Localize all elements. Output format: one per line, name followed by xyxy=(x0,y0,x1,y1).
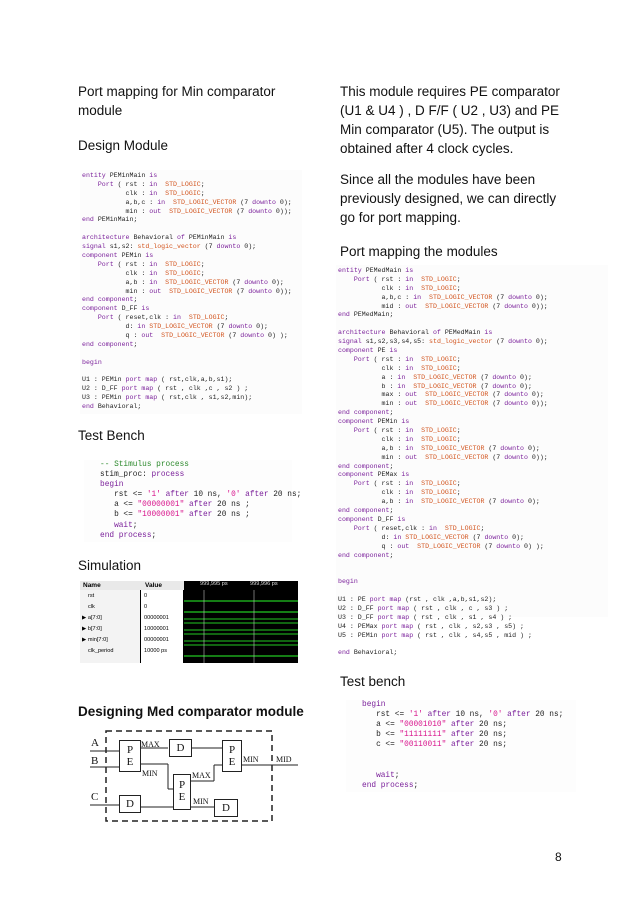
code-line: -- Stimulus process xyxy=(86,461,189,469)
intro-line: obtained after 4 clock cycles. xyxy=(340,141,514,156)
diagram-label-min-2: MIN xyxy=(193,797,209,806)
intro-line: This module requires PE comparator xyxy=(340,84,560,99)
heading-port-mapping-min-line2: module xyxy=(78,103,123,118)
code-line: clk : in STD_LOGIC; xyxy=(338,284,461,292)
code-line: component PEMin is xyxy=(338,418,410,426)
code-line xyxy=(338,560,608,569)
code-line: end PEMinMain; xyxy=(82,216,138,224)
sim-signal-name[interactable]: clk_period xyxy=(88,648,114,654)
intro-line: (U1 & U4 ) , D F/F ( U2 , U3) and PE xyxy=(340,103,560,118)
code-line: Port ( rst : in STD_LOGIC; xyxy=(97,260,205,268)
code-line: U1 : PEMin port map ( rst,clk,a,b,s1); xyxy=(82,376,233,384)
sim-col-name: Name xyxy=(83,582,101,589)
code-line: end Behavioral; xyxy=(82,403,142,411)
since-line: previously designed, we can directly xyxy=(340,191,557,206)
code-line: wait; xyxy=(114,521,138,530)
code-line: U2 : D_FF port map ( rst , clk ,c , s2 ) ; xyxy=(82,385,249,393)
code-line xyxy=(338,320,608,329)
code-line: architecture Behavioral of PEMinMain is xyxy=(82,234,237,242)
code-line: architecture Behavioral of PEMedMain is xyxy=(338,329,493,337)
code-line: clk : in STD_LOGIC; xyxy=(338,435,461,443)
code-line: begin xyxy=(362,701,386,709)
sim-value-column xyxy=(141,590,183,663)
code-min-main xyxy=(80,170,302,414)
heading-port-mapping-modules: Port mapping the modules xyxy=(340,244,498,259)
code-line xyxy=(82,368,302,377)
code-line: q : out STD_LOGIC_VECTOR (7 downto 0) ); xyxy=(82,332,288,340)
diagram-label-max-2: MAX xyxy=(192,771,211,780)
code-line: Port ( rst : in STD_LOGIC; xyxy=(97,180,205,188)
sim-signal-name[interactable]: ▶ a[7:0] xyxy=(82,615,102,621)
code-line: Port ( rst : in STD_LOGIC; xyxy=(353,427,461,435)
sim-signal-value: 0 xyxy=(144,593,148,599)
code-line xyxy=(338,587,608,596)
code-line: begin xyxy=(338,578,358,586)
code-line: Port ( rst : in STD_LOGIC; xyxy=(353,355,461,363)
since-line: Since all the modules have been xyxy=(340,172,536,187)
sim-signal-value: 00000001 xyxy=(144,615,169,621)
code-line: component PE is xyxy=(338,347,398,355)
code-line: clk : in STD_LOGIC; xyxy=(82,269,205,277)
code-line: end process; xyxy=(100,531,157,540)
code-line: rst <= '1' after 10 ns, '0' after 20 ns; xyxy=(348,711,564,720)
code-med-main xyxy=(336,265,608,657)
heading-port-mapping-min xyxy=(78,82,318,120)
code-line: q : out STD_LOGIC_VECTOR (7 downto 0) ); xyxy=(338,542,544,550)
sim-signal-value: 10000001 xyxy=(144,626,169,632)
code-line: a,b,c : in STD_LOGIC_VECTOR (7 downto 0); xyxy=(338,293,548,301)
diagram-label-min-1: MIN xyxy=(142,769,158,778)
code-line: end component; xyxy=(82,296,138,304)
code-line: a <= "00001010" after 20 ns; xyxy=(348,721,508,730)
code-line: U4 : PEMax port map ( rst , clk , s2,s3 , s5) ; xyxy=(338,622,524,630)
code-line: component PEMax is xyxy=(338,471,410,479)
simulation-waveform xyxy=(80,581,298,663)
sim-signal-name[interactable]: rst xyxy=(88,593,95,599)
sim-wave-svg xyxy=(184,590,298,663)
code-line: wait; xyxy=(376,771,400,780)
code-line: a <= "00000001" after 20 ns ; xyxy=(86,501,250,510)
diagram-label-max-1: MAX xyxy=(141,740,160,749)
code-line: end Behavioral; xyxy=(338,649,398,657)
sim-timeline xyxy=(184,581,298,590)
code-line: stim_proc: process xyxy=(86,471,185,480)
diagram-d-bottom-left: D xyxy=(119,795,141,813)
code-med-tb xyxy=(346,700,576,792)
heading-test-bench: Test Bench xyxy=(78,428,145,443)
code-line: end component; xyxy=(82,340,138,348)
diagram-pe-1: P E xyxy=(119,740,141,772)
code-line xyxy=(82,350,302,359)
code-line: end component; xyxy=(338,409,394,417)
code-line: Port ( rst : in STD_LOGIC; xyxy=(353,275,461,283)
diagram-pe-3: P E xyxy=(222,740,242,772)
page-number: 8 xyxy=(555,850,562,864)
heading-test-bench-right: Test bench xyxy=(340,674,406,689)
code-line: component D_FF is xyxy=(82,305,150,313)
diagram-input-a: A xyxy=(91,737,99,749)
code-line: Port ( reset,clk : in STD_LOGIC; xyxy=(97,314,229,322)
diagram-input-b: B xyxy=(91,755,99,767)
code-line: end component; xyxy=(338,507,394,515)
code-line: rst <= '1' after 10 ns, '0' after 20 ns; xyxy=(86,491,302,500)
sim-tick-2: 999,996 ps xyxy=(250,581,278,587)
code-line: a,b : in STD_LOGIC_VECTOR (7 downto 0); xyxy=(338,498,540,506)
code-line: d: in STD_LOGIC_VECTOR (7 downto 0); xyxy=(82,323,269,331)
heading-port-mapping-min-line1: Port mapping for Min comparator xyxy=(78,84,276,99)
code-line: a,b : in STD_LOGIC_VECTOR (7 downto 0); xyxy=(338,444,540,452)
code-line: end PEMedMain; xyxy=(338,311,394,319)
code-line: end component; xyxy=(338,551,394,559)
code-line: clk : in STD_LOGIC; xyxy=(338,364,461,372)
diagram-input-c: C xyxy=(91,791,99,803)
code-line: max : out STD_LOGIC_VECTOR (7 downto 0); xyxy=(338,391,544,399)
code-line xyxy=(338,640,608,649)
code-line: Port ( rst : in STD_LOGIC; xyxy=(353,480,461,488)
code-line xyxy=(348,761,576,771)
sim-wave-area xyxy=(184,590,298,663)
since-line: go for port mapping. xyxy=(340,210,461,225)
code-line: a : in STD_LOGIC_VECTOR (7 downto 0); xyxy=(338,373,532,381)
since-paragraph xyxy=(340,170,600,227)
code-line: signal s1,s2: std_logic_vector (7 downto 0); xyxy=(82,243,257,251)
code-line: a,b : in STD_LOGIC_VECTOR (7 downto 0); xyxy=(82,278,284,286)
code-line: end component; xyxy=(338,462,394,470)
code-line: end process; xyxy=(362,781,419,790)
diagram-pe-2: P E xyxy=(173,774,191,810)
code-line: mid : out STD_LOGIC_VECTOR (7 downto 0)); xyxy=(338,302,548,310)
code-line: clk : in STD_LOGIC; xyxy=(82,189,205,197)
sim-signal-name[interactable]: ▶ b[7:0] xyxy=(82,626,102,632)
code-line: b : in STD_LOGIC_VECTOR (7 downto 0); xyxy=(338,382,532,390)
code-line: min : out STD_LOGIC_VECTOR (7 downto 0)); xyxy=(338,400,548,408)
code-line xyxy=(348,750,576,760)
diagram-label-min-3: MIN xyxy=(243,755,259,764)
code-line: U5 : PEMin port map ( rst , clk , s4,s5 , mid ) ; xyxy=(338,631,532,639)
sim-tick-1: 999,995 ps xyxy=(200,581,228,587)
med-comparator-diagram xyxy=(86,727,302,827)
heading-designing-med: Designing Med comparator module xyxy=(78,704,304,719)
heading-simulation: Simulation xyxy=(78,558,142,573)
code-line: begin xyxy=(100,481,124,490)
code-line: c <= "00110011" after 20 ns; xyxy=(348,741,508,750)
code-line: clk : in STD_LOGIC; xyxy=(338,489,461,497)
sim-col-value: Value xyxy=(145,582,162,589)
intro-line: Min comparator (U5). The output is xyxy=(340,122,550,137)
code-line: a,b,c : in STD_LOGIC_VECTOR (7 downto 0); xyxy=(82,198,292,206)
sim-signal-name[interactable]: ▶ min[7:0] xyxy=(82,637,108,643)
code-line xyxy=(338,569,608,578)
code-line: U3 : D_FF port map ( rst , clk , s1 , s4 ) ; xyxy=(338,613,513,621)
code-line: begin xyxy=(82,358,102,366)
code-min-tb xyxy=(84,460,302,542)
code-line: component D_FF is xyxy=(338,515,406,523)
code-line: U1 : PE port map (rst , clk ,a,b,s1,s2); xyxy=(338,595,497,603)
sim-signal-value: 00000001 xyxy=(144,637,169,643)
code-line: d: in STD_LOGIC_VECTOR (7 downto 0); xyxy=(338,533,525,541)
code-line: min : out STD_LOGIC_VECTOR (7 downto 0)); xyxy=(338,453,548,461)
code-line: entity PEMinMain is xyxy=(82,172,158,179)
code-line: U2 : D_FF port map ( rst , clk , c , s3 ) ; xyxy=(338,604,509,612)
sim-name-column xyxy=(80,590,140,663)
code-line: Port ( reset,clk : in STD_LOGIC; xyxy=(353,524,485,532)
sim-signal-value: 0 xyxy=(144,604,148,610)
code-line xyxy=(82,225,302,234)
code-line: min : out STD_LOGIC_VECTOR (7 downto 0)); xyxy=(82,287,292,295)
intro-paragraph xyxy=(340,82,600,158)
sim-signal-name[interactable]: clk xyxy=(88,604,95,610)
diagram-label-mid: MID xyxy=(276,755,292,764)
sim-signal-value: 10000 ps xyxy=(144,648,168,654)
code-line: component PEMin is xyxy=(82,252,154,260)
diagram-d-bottom-right: D xyxy=(214,799,238,817)
diagram-d-top: D xyxy=(169,739,192,757)
code-line: entity PEMedMain is xyxy=(338,267,414,274)
code-line: U3 : PEMin port map ( rst,clk , s1,s2,min); xyxy=(82,394,253,402)
heading-design-module: Design Module xyxy=(78,138,169,153)
code-line: b <= "11111111" after 20 ns; xyxy=(348,731,508,740)
code-line: signal s1,s2,s3,s4,s5: std_logic_vector (7 downto 0); xyxy=(338,338,548,346)
code-line: min : out STD_LOGIC_VECTOR (7 downto 0)); xyxy=(82,207,292,215)
code-line: b <= "10000001" after 20 ns ; xyxy=(86,511,250,520)
